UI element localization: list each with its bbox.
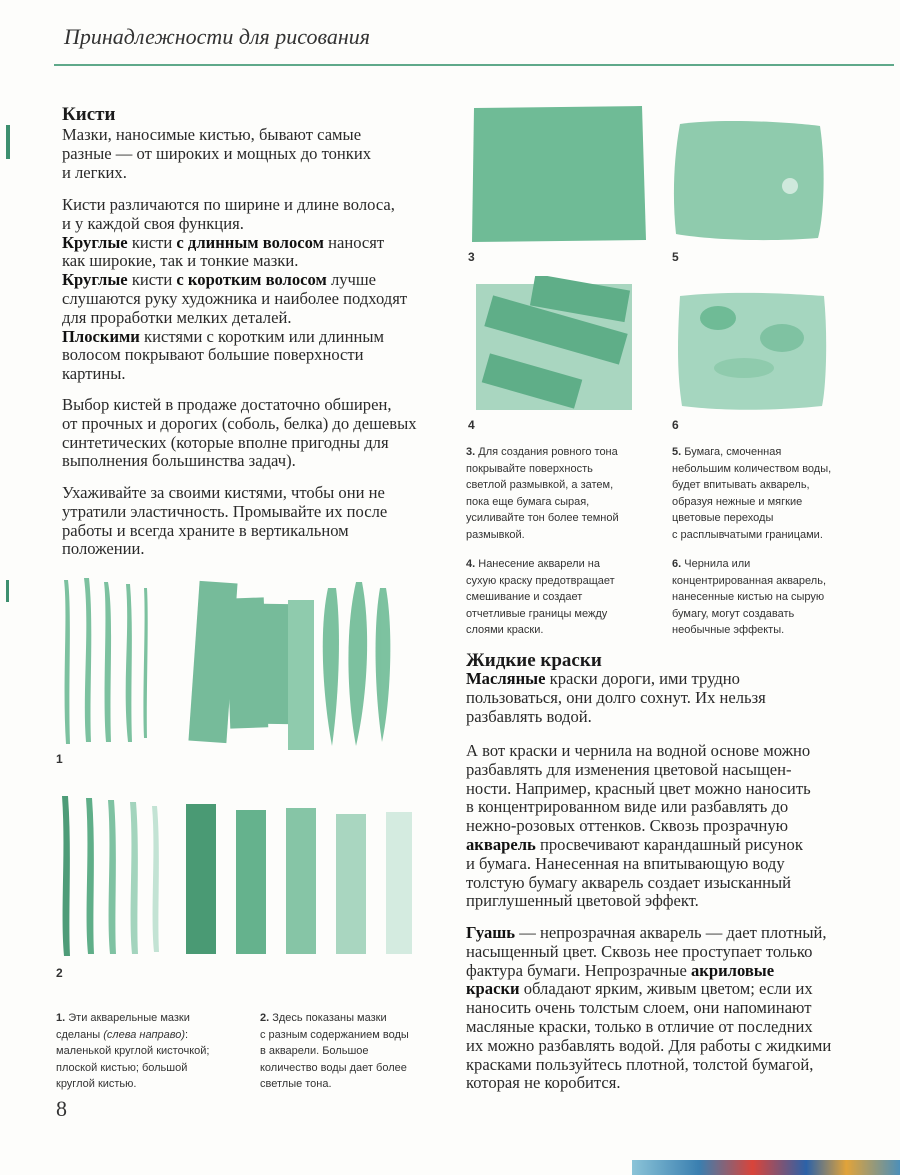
caption-number: 2. <box>260 1012 270 1024</box>
text-line: А вот краски и чернила на водной основе можно <box>466 741 811 760</box>
text-line: покрывайте поверхность <box>466 462 593 475</box>
stroke-graded <box>236 810 266 954</box>
caption-number: 4. <box>466 558 476 570</box>
text-line: с разным содержанием воды <box>260 1028 409 1041</box>
text-line <box>56 1010 256 1027</box>
caption-3 <box>466 444 666 543</box>
caption-number: 5. <box>672 446 682 458</box>
bold-term: Круглые <box>62 232 128 252</box>
stroke-thin <box>143 588 147 738</box>
figure-4-number: 4 <box>468 418 475 432</box>
liquid-oil-paragraph <box>466 670 866 726</box>
corner-illustration <box>632 1160 900 1175</box>
stroke-graded <box>62 796 70 956</box>
text-line: и у каждой своя функция. <box>62 213 244 233</box>
text-span: кисти <box>127 232 177 252</box>
stroke-graded <box>336 814 366 954</box>
stroke-graded <box>286 808 316 954</box>
edge-mark <box>6 125 10 159</box>
text-line: разбавлять для изменения цветовой насыщен- <box>466 759 792 779</box>
bold-term: краски <box>466 979 520 999</box>
text-line: светлой размывкой, а затем, <box>466 479 614 491</box>
brushes-intro <box>62 126 442 182</box>
text-line: Кисти различаются по ширине и длине волоса, <box>62 195 395 214</box>
stroke-thin <box>64 580 70 744</box>
text-span: Эти акварельные мазки <box>65 1012 190 1024</box>
text-line <box>62 271 452 290</box>
text-span: сделаны <box>56 1028 104 1041</box>
bold-term: акварель <box>466 834 536 854</box>
header-rule <box>54 64 894 66</box>
figure-6-number: 6 <box>672 418 679 432</box>
page-number: 8 <box>56 1096 67 1121</box>
figure-3-even-wash <box>466 104 648 244</box>
text-line: слоями краски. <box>466 624 544 636</box>
text-line: необычные эффекты. <box>672 624 785 636</box>
stroke-graded <box>186 804 216 954</box>
text-line <box>466 670 866 689</box>
text-span: Для создания ровного тона <box>475 446 618 458</box>
text-line: маленькой круглой кисточкой; <box>56 1045 210 1057</box>
text-span: обладают ярким, живым цветом; если их <box>519 979 813 999</box>
stroke-graded <box>130 802 138 954</box>
text-line: сухую краску предотвращает <box>466 574 615 587</box>
figure-5-wet-wash <box>670 116 830 244</box>
bold-term: Круглые <box>62 270 128 290</box>
text-span: кисти <box>127 270 177 290</box>
text-line <box>466 924 876 943</box>
stroke-thin <box>104 582 111 742</box>
caption-4 <box>466 556 666 639</box>
text-line: ности. Например, красный цвет можно наносить <box>466 778 811 798</box>
text-line: как широкие, так и тонкие мазки. <box>62 251 299 271</box>
stroke-graded <box>86 798 94 954</box>
text-line: светлые тона. <box>260 1078 332 1090</box>
text-line: красками пользуйтесь плотной, толстой бумагой, <box>466 1054 814 1074</box>
text-line: для проработки мелких деталей. <box>62 307 292 327</box>
text-span: лучше <box>326 270 377 290</box>
text-line: их можно разбавлять водой. Для работы с жидкими <box>466 1035 832 1055</box>
text-line: выполнения большинства задач). <box>62 451 296 471</box>
stroke-graded <box>386 812 412 954</box>
text-span: (слева направо) <box>103 1028 186 1041</box>
bold-term: Гуашь <box>466 923 516 942</box>
brushes-selection <box>62 396 452 471</box>
text-line: слушаются руку художника и наиболее подходят <box>62 288 408 308</box>
figure-2-number: 2 <box>56 966 63 980</box>
text-line: работы и всегда храните в вертикальном <box>62 520 349 540</box>
text-line: в концентрированном виде или разбавлять до <box>466 797 789 817</box>
text-line: которая не коробится. <box>466 1073 621 1093</box>
text-line <box>260 1010 450 1027</box>
text-line: пользоваться, они долго сохнут. Их нельзя <box>466 687 766 707</box>
stroke-round <box>323 588 339 746</box>
text-line: насыщенный цвет. Сквозь нее проступает только <box>466 941 813 961</box>
text-line: утратили эластичность. Промывайте их после <box>62 501 388 521</box>
text-line: отчетливые границы между <box>466 607 608 620</box>
text-line: картины. <box>62 364 126 384</box>
text-span: краски дороги, ими трудно <box>545 669 740 688</box>
text-line: цветовые переходы <box>672 512 774 524</box>
caption-number: 1. <box>56 1012 66 1024</box>
text-line: усиливайте тон более темной <box>466 512 619 524</box>
text-line: в акварели. Большое <box>260 1045 369 1057</box>
stroke-flat <box>288 600 314 750</box>
caption-6 <box>672 556 872 639</box>
text-line: с расплывчатыми границами. <box>672 528 823 541</box>
text-line: от прочных и дорогих (соболь, белка) до дешевых <box>62 413 417 433</box>
text-line: смешивание и создает <box>466 591 583 603</box>
text-line: Выбор кистей в продаже достаточно обширен, <box>62 395 392 414</box>
figure-5-number: 5 <box>672 250 679 264</box>
text-span: — непрозрачная акварель — дает плотный, <box>515 923 827 942</box>
text-span: кистями с коротким или длинным <box>139 326 384 346</box>
text-line: бумагу, могут создавать <box>672 607 795 620</box>
bold-term: акриловые <box>691 960 775 980</box>
caption-2 <box>260 1010 450 1093</box>
text-line: положении. <box>62 539 145 559</box>
text-line: Мазки, наносимые кистью, бывают самые <box>62 125 362 144</box>
text-line: образуя нежные и мягкие <box>672 495 803 508</box>
running-header: Принадлежности для рисования <box>64 24 371 49</box>
text-line <box>466 962 876 981</box>
edge-mark <box>6 580 9 602</box>
figure-6-ink-on-wet <box>674 288 830 414</box>
text-line <box>62 328 452 347</box>
text-line: разбавлять водой. <box>466 706 592 726</box>
text-line: концентрированная акварель, <box>672 574 826 587</box>
bold-term: Плоскими <box>62 326 140 346</box>
text-span: фактура бумаги. Непрозрачные <box>466 960 691 980</box>
figure-3-number: 3 <box>468 250 475 264</box>
text-line: круглой кистью. <box>56 1078 137 1090</box>
text-line: синтетических (которые вполне пригодны для <box>62 432 389 452</box>
text-span: Здесь показаны мазки <box>269 1012 387 1024</box>
stroke-round <box>376 588 391 742</box>
text-line: Ухаживайте за своими кистями, чтобы они не <box>62 483 385 502</box>
text-line: наносить очень толстым слоем, они напоминают <box>466 998 812 1018</box>
text-span: : <box>185 1028 189 1041</box>
bold-term: Масляные <box>466 669 546 688</box>
text-line <box>466 980 876 999</box>
text-line <box>672 556 872 573</box>
caption-number: 6. <box>672 558 682 570</box>
text-line: плоской кистью; большой <box>56 1061 188 1074</box>
caption-1 <box>56 1010 256 1093</box>
text-line <box>62 234 452 253</box>
stroke-graded <box>108 800 116 954</box>
text-line: и легких. <box>62 162 127 182</box>
caption-5 <box>672 444 872 543</box>
text-line: приглушенный цветовой эффект. <box>466 891 699 911</box>
stroke-thin <box>84 578 91 742</box>
text-line: и бумага. Нанесенная на впитывающую воду <box>466 853 785 873</box>
text-line: разные — от широких и мощных до тонких <box>62 143 372 163</box>
text-line: толстую бумагу акварель создает изысканный <box>466 872 791 892</box>
stroke-graded <box>152 806 159 952</box>
bold-term: с коротким волосом <box>176 270 327 290</box>
text-line: пока еще бумага сырая, <box>466 495 590 508</box>
text-span: наносят <box>323 232 385 252</box>
text-line: масляные краски, только в отличие от последних <box>466 1016 813 1036</box>
text-line: будет впитывать акварель, <box>672 479 810 491</box>
text-span: Нанесение акварели на <box>475 558 600 570</box>
brushes-types <box>62 196 452 384</box>
text-line <box>672 444 872 461</box>
text-span: просвечивают карандашный рисунок <box>535 834 803 854</box>
text-span: Бумага, смоченная <box>681 446 782 458</box>
text-line: нанесенные кистью на сырую <box>672 591 825 603</box>
caption-number: 3. <box>466 446 476 458</box>
text-line: волосом покрывают большие поверхности <box>62 345 364 365</box>
figure-2-water-strokes <box>56 792 416 962</box>
text-line: нежно-розовых оттенков. Сквозь прозрачную <box>466 816 789 836</box>
text-line: размывкой. <box>466 528 525 541</box>
liquid-watercolor-paragraph <box>466 742 876 911</box>
bold-term: с длинным волосом <box>176 232 324 252</box>
figure-4-layered-washes <box>470 276 640 416</box>
text-line <box>466 836 876 855</box>
brushes-care <box>62 484 452 559</box>
figure-1-brush-strokes <box>56 574 396 754</box>
section-title-liquid-paints: Жидкие краски <box>466 650 602 671</box>
text-line <box>466 444 666 461</box>
text-span: Чернила или <box>681 558 751 570</box>
text-line <box>56 1027 256 1044</box>
figure-1-number: 1 <box>56 752 63 766</box>
stroke-round <box>348 582 367 746</box>
text-line: небольшим количеством воды, <box>672 462 832 475</box>
liquid-gouache-paragraph <box>466 924 876 1093</box>
section-title-brushes: Кисти <box>62 104 116 125</box>
text-line: количество воды дает более <box>260 1061 407 1074</box>
stroke-thin <box>126 584 132 742</box>
text-line <box>466 556 666 573</box>
